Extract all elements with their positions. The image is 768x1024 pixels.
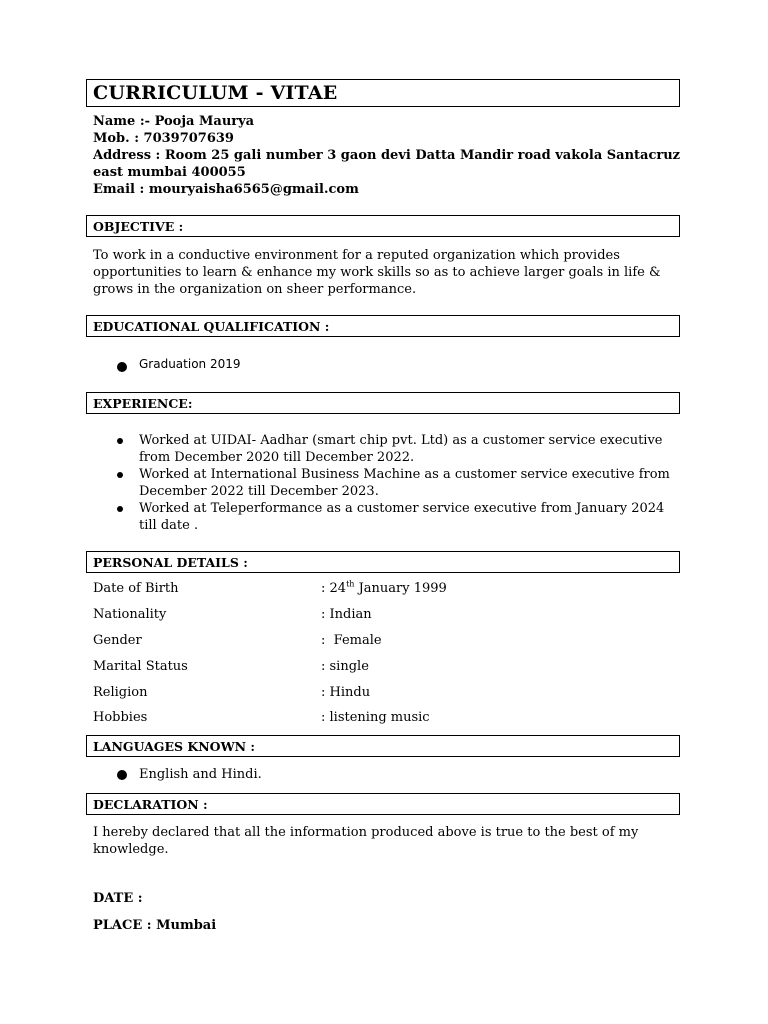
objective-line-3: grows in the organization on sheer performance. xyxy=(93,282,417,297)
declaration-line-2: knowledge. xyxy=(93,842,169,857)
detail-row-hobbies xyxy=(93,710,683,728)
email-line: Email : mouryaisha6565@gmail.com xyxy=(93,182,359,197)
address-line-1: Address : Room 25 gali number 3 gaon devi Datta Mandir road vakola Santacruz xyxy=(93,148,681,163)
detail-label: Hobbies xyxy=(93,710,148,725)
objective-line-1: To work in a conductive environment for a reputed organization which provides xyxy=(93,248,620,263)
bullet-icon xyxy=(117,362,127,372)
experience-item-line: Worked at UIDAI- Aadhar (smart chip pvt. Ltd) as a customer service executive xyxy=(139,433,663,448)
detail-row-gender xyxy=(93,633,683,651)
contact-block xyxy=(93,113,683,198)
dob-ordinal: th xyxy=(346,579,355,589)
experience-item-line: from December 2020 till December 2022. xyxy=(139,450,415,465)
detail-row-religion xyxy=(93,685,683,703)
detail-value: : single xyxy=(321,659,369,674)
name-line: Name :- Pooja Maurya xyxy=(93,114,255,129)
experience-item-line: Worked at International Business Machine as a customer service executive from xyxy=(139,467,670,482)
detail-label: Date of Birth xyxy=(93,581,179,596)
bullet-icon xyxy=(117,506,123,512)
languages-item: English and Hindi. xyxy=(139,767,262,782)
bullet-icon xyxy=(117,770,127,780)
list-item xyxy=(93,500,683,534)
detail-row-dob xyxy=(93,581,683,599)
address-line-2: east mumbai 400055 xyxy=(93,165,246,180)
list-item xyxy=(93,466,683,500)
declaration-line-1: I hereby declared that all the information produced above is true to the best of my xyxy=(93,825,639,840)
experience-item-line: December 2022 till December 2023. xyxy=(139,484,379,499)
detail-label: Gender xyxy=(93,633,142,648)
objective-line-2: opportunities to learn & enhance my work skills so as to achieve larger goals in life & xyxy=(93,265,661,280)
objective-heading: OBJECTIVE : xyxy=(86,215,680,237)
bullet-icon xyxy=(117,472,123,478)
detail-value: : Hindu xyxy=(321,685,371,700)
education-heading: EDUCATIONAL QUALIFICATION : xyxy=(86,315,680,337)
detail-row-nationality xyxy=(93,607,683,625)
detail-value: : listening music xyxy=(321,710,430,725)
experience-heading: EXPERIENCE: xyxy=(86,392,680,414)
education-item: Graduation 2019 xyxy=(139,357,241,371)
personal-details-heading: PERSONAL DETAILS : xyxy=(86,551,680,573)
mobile-line: Mob. : 7039707639 xyxy=(93,131,234,146)
list-item xyxy=(93,432,683,466)
detail-value xyxy=(321,581,447,596)
detail-label: Nationality xyxy=(93,607,167,622)
objective-text xyxy=(93,247,683,298)
declaration-text xyxy=(93,824,683,858)
dob-month-year: January 1999 xyxy=(354,581,447,596)
detail-label: Religion xyxy=(93,685,148,700)
detail-value: : Female xyxy=(321,633,382,648)
declaration-heading: DECLARATION : xyxy=(86,793,680,815)
detail-label: Marital Status xyxy=(93,659,188,674)
document-title: CURRICULUM - VITAE xyxy=(86,79,680,107)
detail-value: : Indian xyxy=(321,607,372,622)
experience-list xyxy=(93,432,683,534)
languages-heading: LANGUAGES KNOWN : xyxy=(86,735,680,757)
place-label: PLACE : Mumbai xyxy=(93,918,217,933)
date-label: DATE : xyxy=(93,891,143,906)
dob-day: : 24 xyxy=(321,581,347,596)
experience-item-line: till date . xyxy=(139,518,199,533)
bullet-icon xyxy=(117,438,123,444)
detail-row-marital-status xyxy=(93,659,683,677)
experience-item-line: Worked at Teleperformance as a customer service executive from January 2024 xyxy=(139,501,665,516)
